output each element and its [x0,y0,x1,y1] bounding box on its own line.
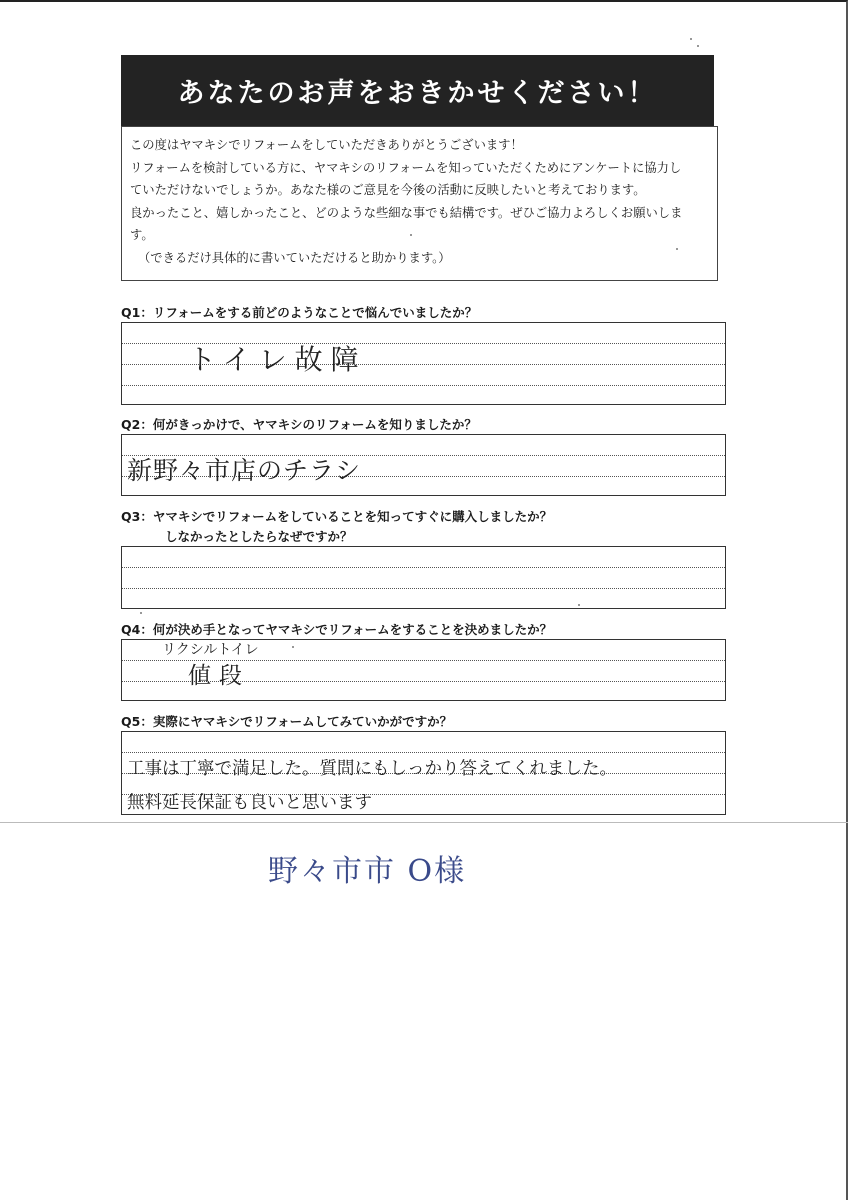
speck [410,234,412,236]
ruled-line [122,588,725,589]
q1-handwritten-answer: トイレ故障 [188,343,367,376]
intro-line: す。 [130,228,154,242]
q3-label: Q3：ヤマキシでリフォームをしていることを知ってすぐに購入しましたか？ [121,509,553,524]
q4-handwritten-note: リクシルトイレ [162,642,259,658]
q5-handwritten-answer-line2: 無料延長保証も良いと思います [127,793,372,813]
intro-box [121,126,718,281]
q5-handwritten-answer-line1: 工事は丁寧で満足した。質問にもしっかり答えてくれました。 [127,759,617,779]
speck [690,38,692,40]
q3-label-line2: しなかったとしたらなぜですか？ [165,529,353,544]
speck [697,45,699,47]
page-title: あなたのお声をおきかせください！ [121,55,714,126]
q2-handwritten-answer: 新野々市店のチラシ [127,456,362,485]
speck [292,646,294,648]
speck [676,248,678,250]
ruled-line [122,752,725,753]
speck [578,604,580,606]
intro-line: この度はヤマキシでリフォームをしていただきありがとうございます！ [130,138,523,152]
speck [140,612,142,614]
intro-line: リフォームを検討している方に、ヤマキシのリフォームを知っていただくためにアンケートに協力し [130,160,682,175]
customer-signature: 野々市市 O様 [268,854,467,889]
q4-label: Q4：何が決め手となってヤマキシでリフォームをすることを決めましたか？ [121,622,553,637]
intro-line: 良かったこと、嬉しかったこと、どのような些細な事でも結構です。ぜひご協力よろしくお願いしま [130,205,683,220]
ruled-line [122,567,725,568]
intro-line: ていただけないでしょうか。あなた様のご意見を今後の活動に反映したいと考えております。 [130,183,646,197]
intro-line: （できるだけ具体的に書いていただけると助かります。） [138,250,451,265]
q3-answer-box [121,546,726,609]
q2-label: Q2：何がきっかけで、ヤマキシのリフォームを知りましたか？ [121,417,477,432]
q4-handwritten-answer: 値段 [188,663,250,689]
ruled-line [122,385,725,386]
q5-label: Q5：実際にヤマキシでリフォームしてみていかがですか？ [121,714,453,729]
q1-label: Q1：リフォームをする前どのようなことで悩んでいましたか？ [121,305,478,320]
page-divider [0,822,848,823]
